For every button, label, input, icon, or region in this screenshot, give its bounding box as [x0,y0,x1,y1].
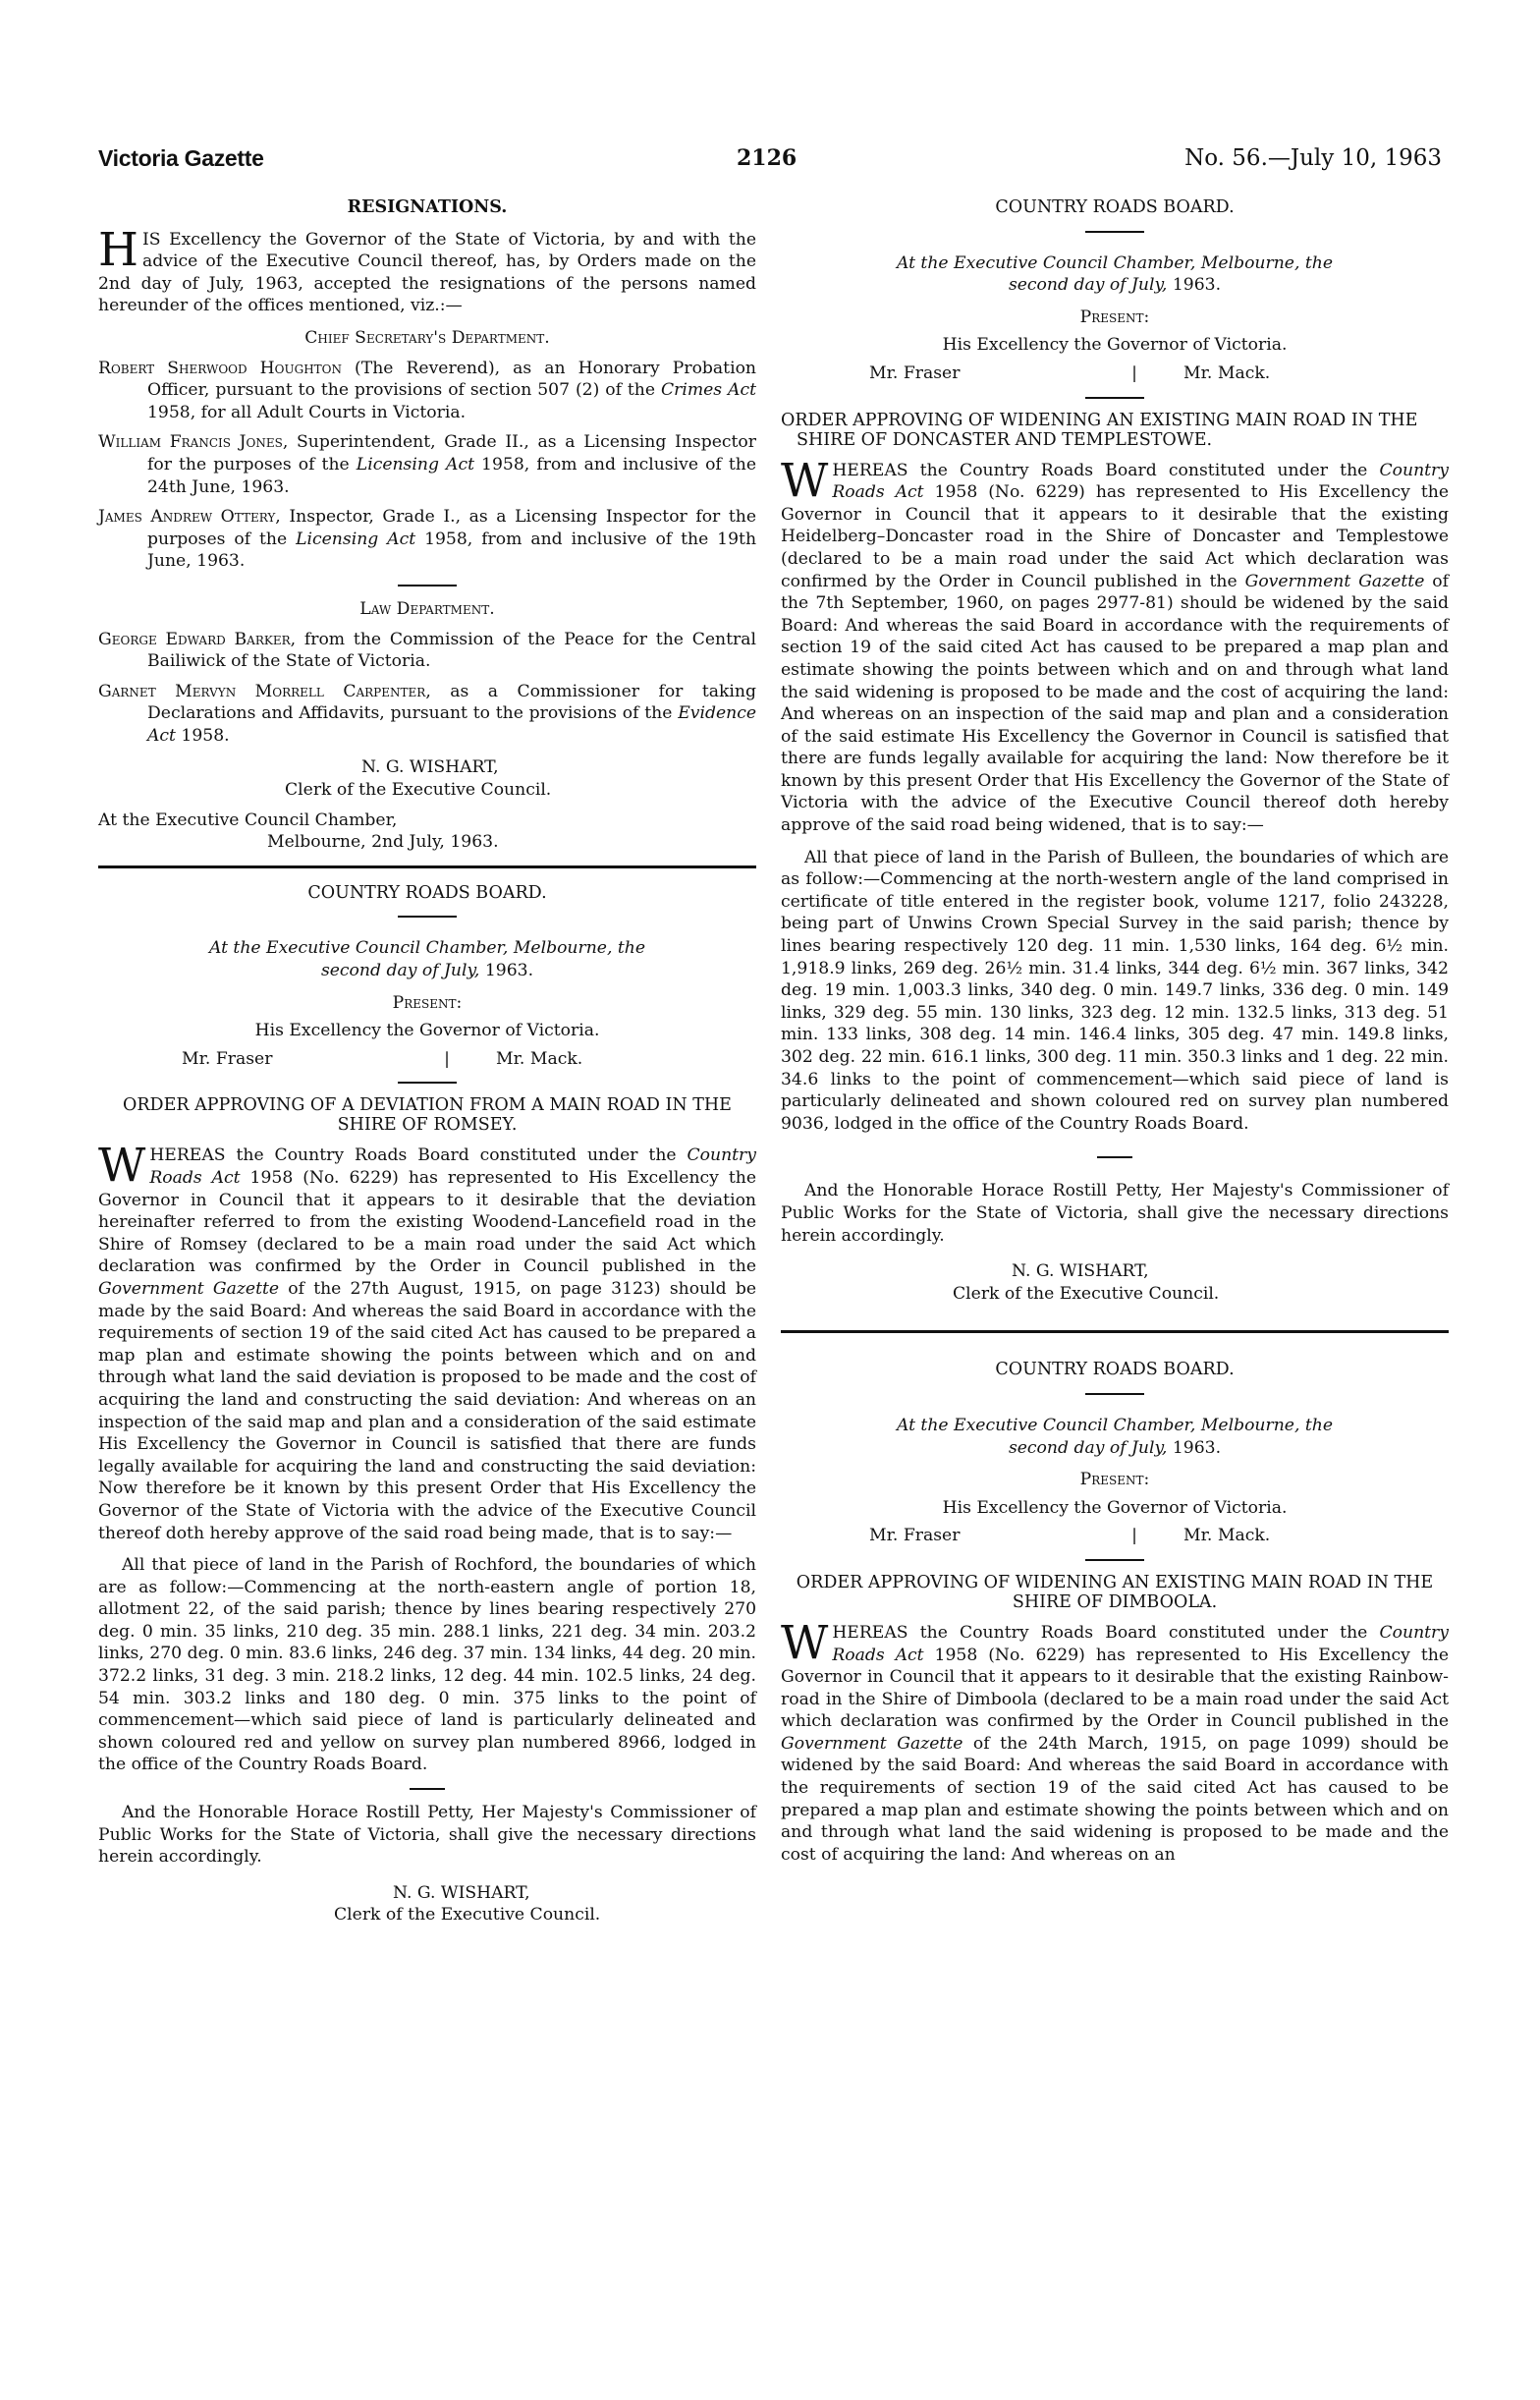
land-description: All that piece of land in the Parish of Bulleen, the boundaries of which are as follow:—Commencing at the north-western angle of the land comprised in certificate of title entered in the register book, volume 1217, folio 243228, being part of Unwins Crown Special Survey in the said parish; thence by lines bearing respectively 120 deg. 11 min. 1,530 links, 164 deg. 6½ min. 1,918.9 links, 269 deg. 26½ min. 31.4 links, 344 deg. 6½ min. 367 links, 342 deg. 19 min. 1,003.3 links, 340 deg. 0 min. 149.7 links, 336 deg. 0 min. 149 links, 329 deg. 55 min. 130 links, 323 deg. 12 min. 132.5 links, 313 deg. 51 min. 133 links, 308 deg. 14 min. 146.4 links, 305 deg. 47 min. 149.8 links, 302 deg. 22 min. 616.1 links, 300 deg. 11 min. 350.3 links and 1 deg. 22 min. 34.6 links to the point of commencement—which said piece of land is particularly delineated and shown coloured red on survey plan numbered 9036, lodged in the office of the Country Roads Board. [781,847,1449,1134]
member-name: Mr. Fraser [869,1526,961,1546]
board-heading: COUNTRY ROADS BOARD. [307,882,547,903]
act-name: Evidence Act [147,703,756,746]
signatory-name: N. G. WISHART, [1012,1261,1149,1282]
resignation-entry [98,506,756,573]
act-name: Country Roads Act [832,1622,1449,1665]
chamber-year: 1963. [1167,1437,1222,1458]
chamber-date-text: second day of July, [1008,1437,1168,1458]
divider [1097,1156,1132,1158]
separator: | [444,1048,450,1069]
signatory-title: Clerk of the Executive Council. [953,1283,1220,1304]
member-name: Mr. Mack. [1183,363,1271,383]
chamber-date [781,274,1449,297]
act-name: Country Roads Act [149,1145,756,1188]
entry-text: 1958. [175,725,230,746]
whereas-text: 1958 (No. 6229) has represented to His Excellency the Governor in Council that it appears to it desirable that the deviation hereinafter referred to from the existing Woodend-Lancefield road in the Shire of Romsey (declared to be a main road under the said Act which declaration was confirmed by the Order in Council published in the [98,1168,756,1277]
entry-text: , as a Commissioner for taking Declarations and Affidavits, pursuant to the provisions of the [147,681,757,724]
entry-text: , from the Commission of the Peace for the Central Bailiwick of the State of Victoria. [147,629,756,672]
signatory-title: Clerk of the Executive Council. [285,780,552,801]
spacer [98,929,756,937]
divider [1085,1393,1144,1395]
present-members [781,1525,1449,1547]
act-name: Crimes Act [660,380,757,401]
drop-cap: W [781,1615,829,1670]
section-divider [781,1330,1449,1333]
spacer [781,1407,1449,1415]
chamber-year: 1963. [479,961,534,981]
whereas-text: 1958 (No. 6229) has represented to His Excellency the Governor in Council that it appears to it desirable that the existing Heidelberg–Doncaster road in the Shire of Doncaster and Templestowe (declared to be a main road under the said Act which declaration was confirmed by the Order in Council published in the [781,482,1449,591]
whereas-text: of the 24th March, 1915, on page 1099) should be widened by the said Board: And whereas the said Board in accordance with the requirements of section 19 of the said cited Act has caused to be prepared a map plan and estimate showing the points between which and on and through what land the said widening is proposed to be made and the cost of acquiring the land: And whereas on an [781,1733,1450,1865]
publication-title: Victoria Gazette [98,145,264,171]
person-name: George Edward Barker [98,629,291,649]
intro-text: IS Excellency the Governor of the State of Victoria, by and with the advice of the Executive Council thereof, has, by Orders made on the 2nd day of July, 1963, accepted the resignations of the persons named hereunder of the offices mentioned, viz.:— [98,229,756,316]
divider [398,1082,457,1084]
land-description: All that piece of land in the Parish of Rochford, the boundaries of which are as follow:—Commencing at the north-eastern angle of portion 18, allotment 22, of the said parish; thence by lines bearing respectively 270 deg. 0 min. 35 links, 210 deg. 35 min. 288.1 links, 221 deg. 34 min. 203.2 links, 270 deg. 0 min. 83.6 links, 246 deg. 37 min. 134 links, 44 deg. 20 min. 372.2 links, 31 deg. 3 min. 218.2 links, 12 deg. 44 min. 102.5 links, 24 deg. 54 min. 303.2 links and 180 deg. 0 min. 375 links to the point of commencement—which said piece of land is particularly delineated and shown coloured red and yellow on survey plan numbered 8966, lodged in the office of the Country Roads Board. [98,1555,756,1775]
board-heading: COUNTRY ROADS BOARD. [995,197,1235,217]
issue-date: No. 56.—July 10, 1963 [1184,145,1442,171]
whereas-text: of the 27th August, 1915, on page 3123) should be made by the said Board: And whereas the said Board in accordance with the requirements of section 19 of the said cited Act has caused to be prepared a map plan and estimate showing the points between which and on and through what land the said deviation is proposed to be made and the cost of acquiring the land and constructing the said deviation: And whereas on an inspection of the said map and plan and a consideration of the said estimate His Excellency the Governor in Council is satisfied that there are funds legally available for acquiring the land and constructing the said deviation: Now therefore be it known by this present Order that His Excellency the Governor of the State of Victoria with the advice of the Executive Council thereof doth hereby approve of the said road being made, that is to say:— [98,1278,757,1543]
signatory-title: Clerk of the Executive Council. [334,1905,601,1926]
whereas-text: HEREAS the Country Roads Board constituted under the [832,460,1380,480]
separator: | [1131,1526,1137,1546]
order-romsey [98,882,756,1926]
separator: | [1131,363,1137,383]
whereas-text: of the 7th September, 1960, on pages 2977-81) should be widened by the said Board: And whereas the said Board in accordance with the requirements of section 19 of the said cited Act has caused to be prepared a map plan and estimate showing the points between which and on and through what land the said widening is proposed to be made and the cost of acquiring the land: And whereas on an inspection of the said map and plan and a consideration of the said estimate His Excellency the Governor in Council is satisfied that there are funds legally available for acquiring the land: Now therefore be it known by this present Order that His Excellency the Governor of the State of Victoria with the advice of the Executive Council thereof doth hereby approve of the said road being widened, that is to say:— [781,571,1450,836]
resignation-entry [98,358,756,424]
page-number: 2126 [737,145,798,171]
entry-text: , Superintendent, Grade II., as a Licensing Inspector for the purposes of the [147,432,756,474]
whereas-text: 1958 (No. 6229) has represented to His Excellency the Governor in Council that it appears to it desirable that the existing Rainbow-road in the Shire of Dimboola (declared to be a main road under the said Act which declaration was confirmed by the Order in Council published in the [781,1645,1449,1732]
act-name: Licensing Act [356,454,474,474]
page-header [98,145,1442,175]
chamber-date-text: second day of July, [1008,275,1168,296]
present-governor: His Excellency the Governor of Victoria. [254,1021,600,1041]
resignation-entry [98,431,756,498]
entry-text: 1958, from and inclusive of the 19th June, 1963. [147,529,757,572]
chamber-line: At the Executive Council Chamber, Melbourne, the [896,252,1334,273]
whereas-text: HEREAS the Country Roads Board constituted under the [149,1145,688,1166]
signatory-name: N. G. WISHART, [361,757,499,778]
resignations-section [98,196,756,854]
present-members [98,1048,756,1071]
member-name: Mr. Mack. [1183,1526,1271,1546]
order-title: ORDER APPROVING OF WIDENING AN EXISTING MAIN ROAD IN THE SHIRE OF DONCASTER AND TEMPLESTOWE. [781,410,1418,450]
resignation-entry [98,629,756,673]
place-line: At the Executive Council Chamber, [98,809,398,830]
gazette-name: Government Gazette [98,1278,280,1299]
order-doncaster [781,196,1449,1305]
divider [410,1788,445,1790]
department-heading: Chief Secretary's Department. [304,327,550,348]
resignation-entry [98,681,756,748]
member-name: Mr. Fraser [182,1048,273,1069]
right-column [781,196,1449,1866]
member-name: Mr. Fraser [869,363,961,383]
drop-cap: W [781,453,829,508]
present-governor: His Excellency the Governor of Victoria. [942,335,1288,356]
gazette-name: Government Gazette [781,1733,963,1754]
section-divider [98,865,756,868]
whereas-paragraph [781,453,1450,837]
drop-cap: H [98,222,138,277]
whereas-paragraph [98,1139,757,1544]
drop-cap: W [98,1139,146,1194]
present-members [781,363,1449,385]
act-name: Country Roads Act [832,460,1449,503]
order-dimboola [781,1359,1449,1866]
member-name: Mr. Mack. [496,1048,583,1069]
divider [398,585,457,586]
chamber-year: 1963. [1167,275,1222,296]
place-date: Melbourne, 2nd July, 1963. [267,832,499,853]
spacer [781,245,1449,252]
chamber-line: At the Executive Council Chamber, Melbourne, the [208,938,646,959]
divider [1085,231,1144,233]
divider [1085,397,1144,399]
chamber-date-text: second day of July, [320,961,480,981]
section-title: RESIGNATIONS. [347,197,508,217]
signatory-name: N. G. WISHART, [393,1882,530,1903]
present-label: Present: [392,992,463,1013]
present-label: Present: [1079,307,1150,327]
person-name: James Andrew Ottery [98,507,276,528]
person-name: William Francis Jones [98,432,283,453]
person-name: Garnet Mervyn Morrell Carpenter [98,681,426,701]
chamber-date [781,1437,1449,1460]
entry-text: 1958, for all Adult Courts in Victoria. [147,402,467,422]
whereas-text: HEREAS the Country Roads Board constituted under the [832,1622,1380,1643]
divider [398,916,457,918]
department-heading: Law Department. [359,598,495,619]
present-governor: His Excellency the Governor of Victoria. [942,1497,1288,1518]
entry-text: , Inspector, Grade I., as a Licensing Inspector for the purposes of the [147,507,756,549]
resignations-intro [98,222,756,317]
chamber-date [98,960,756,982]
order-title: ORDER APPROVING OF WIDENING AN EXISTING MAIN ROAD IN THE SHIRE OF DIMBOOLA. [796,1572,1434,1612]
left-column [98,196,756,1926]
gazette-name: Government Gazette [1244,571,1425,591]
entry-text: (The Reverend), as an Honorary Probation Officer, pursuant to the provisions of section 507 (2) of the [147,358,756,401]
whereas-paragraph [781,1615,1450,1867]
chamber-line: At the Executive Council Chamber, Melbourne, the [896,1415,1334,1435]
entry-text: 1958, from and inclusive of the 24th June, 1963. [147,454,757,497]
divider [1085,1559,1144,1561]
order-title: ORDER APPROVING OF A DEVIATION FROM A MAIN ROAD IN THE SHIRE OF ROMSEY. [123,1095,732,1136]
board-heading: COUNTRY ROADS BOARD. [995,1360,1235,1380]
act-name: Licensing Act [296,529,416,549]
directions-paragraph: And the Honorable Horace Rostill Petty, Her Majesty's Commissioner of Public Works for the State of Victoria, shall give the necessary directions herein accordingly. [781,1181,1449,1246]
directions-paragraph: And the Honorable Horace Rostill Petty, Her Majesty's Commissioner of Public Works for the State of Victoria, shall give the necessary directions herein accordingly. [98,1803,756,1868]
present-label: Present: [1079,1470,1150,1490]
person-name: Robert Sherwood Houghton [98,358,342,378]
